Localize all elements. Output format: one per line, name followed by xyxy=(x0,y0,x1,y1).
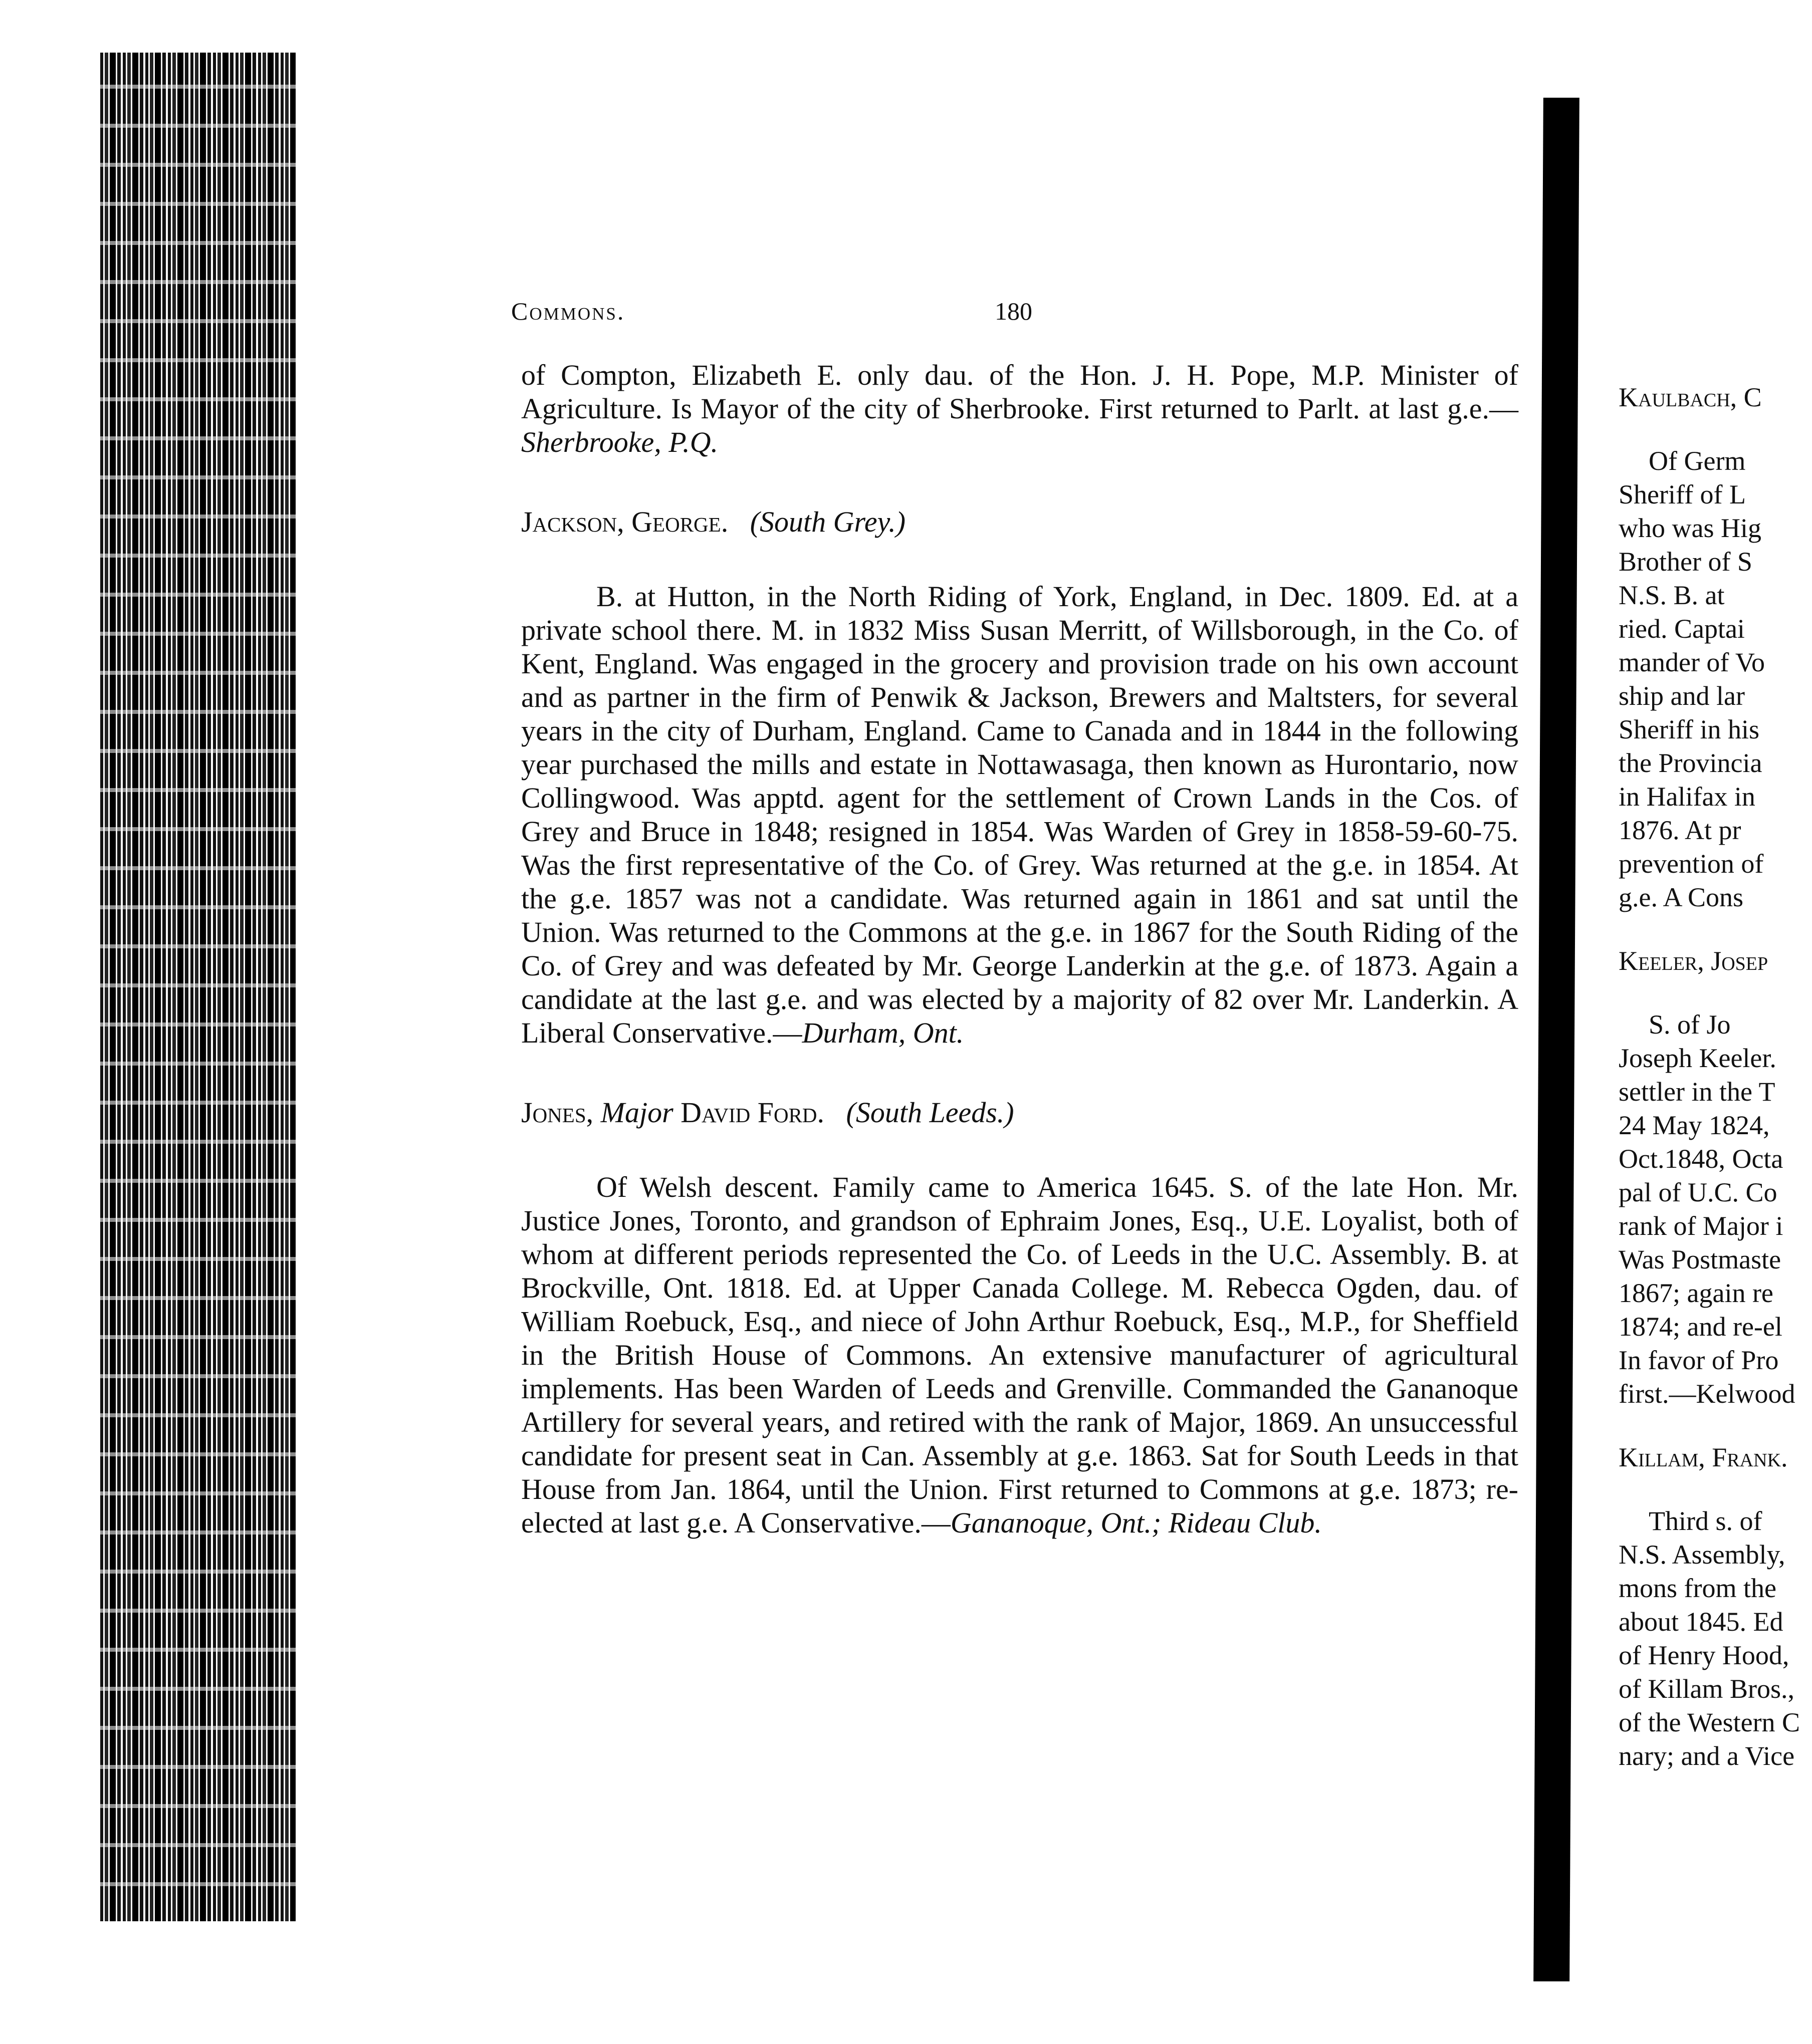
right-line: settler in the T xyxy=(1619,1077,1775,1107)
main-column xyxy=(521,358,1518,1540)
right-line: mander of Vo xyxy=(1619,647,1765,677)
right-line: Sheriff in his xyxy=(1619,714,1759,744)
running-header xyxy=(511,297,1513,327)
continued-entry-address: Sherbrooke, P.Q. xyxy=(521,426,719,458)
right-line: Joseph Keeler. xyxy=(1619,1043,1776,1073)
right-line: Of Germ xyxy=(1649,446,1746,476)
right-line xyxy=(1619,414,1812,444)
right-line: Keeler, Josep xyxy=(1619,946,1768,976)
right-line xyxy=(1619,914,1812,944)
right-line: g.e. A Cons xyxy=(1619,882,1744,912)
right-line: of the Western C xyxy=(1619,1707,1800,1737)
right-line xyxy=(1619,1411,1812,1441)
entry-body-jones xyxy=(521,1170,1518,1540)
right-line: 1876. At pr xyxy=(1619,815,1741,845)
right-line: N.S. Assembly, xyxy=(1619,1540,1785,1570)
right-line: S. of Jo xyxy=(1649,1009,1731,1040)
entry-body-jackson xyxy=(521,580,1518,1050)
right-line: Was Postmaste xyxy=(1619,1244,1781,1274)
right-line: Sheriff of L xyxy=(1619,479,1746,509)
right-line: ried. Captai xyxy=(1619,614,1745,644)
right-line: Killam, Frank. xyxy=(1619,1442,1788,1472)
right-line: of Henry Hood, xyxy=(1619,1640,1789,1670)
entry-text: B. at Hutton, in the North Riding of York, England, in Dec. 1809. Ed. at a private school there. M. in 1832 Miss Susan Merritt, of Willsborough, in the Co. of Kent, England. Was engaged in the grocery and provision trade on his own account and as partner in the firm of Penwik & Jackson, Brewers and Maltsters, for several years in the city of Durham, England. Came to Canada and in 1844 in the following year purchased the mills and estate in Nottawasaga, then known as Hurontario, now Collingwood. Was apptd. agent for the settlement of Crown Lands in the Cos. of Grey and Bruce in 1848; resigned in 1854. Was Warden of Grey in 1858-59-60-75. Was the first representative of the Co. of Grey. Was returned at the g.e. in 1854. At the g.e. 1857 was not a candidate. Was returned again in 1861 and sat until the Union. Was returned to the Commons at the g.e. in 1867 for the South Riding of the Co. of Grey and was defeated by Mr. George Landerkin at the g.e. of 1873. Again a candidate at the last g.e. and was elected by a majority of 82 over Mr. Landerkin. A Liberal Conservative.— xyxy=(521,580,1518,1049)
page-gutter-shadow xyxy=(1533,98,1579,1981)
right-line: In favor of Pro xyxy=(1619,1345,1779,1375)
right-line: Oct.1848, Octa xyxy=(1619,1144,1783,1174)
right-line: who was Hig xyxy=(1619,513,1761,543)
right-line: Third s. of xyxy=(1649,1506,1762,1536)
right-line: first.—Kelwood xyxy=(1619,1379,1795,1409)
page-number: 180 xyxy=(995,297,1032,325)
entry-address: Gananoque, Ont.; Rideau Club. xyxy=(950,1506,1322,1539)
right-line: nary; and a Vice xyxy=(1619,1741,1795,1771)
right-line: prevention of xyxy=(1619,849,1764,879)
right-line: pal of U.C. Co xyxy=(1619,1177,1777,1207)
right-line xyxy=(1619,978,1812,1008)
right-line: mons from the xyxy=(1619,1573,1776,1603)
right-line: Brother of S xyxy=(1619,547,1752,577)
section-title: Commons. xyxy=(511,297,625,325)
entry-heading-jackson xyxy=(521,505,1518,539)
entry-heading-jones xyxy=(521,1096,1518,1129)
member-name: Jones, xyxy=(521,1096,594,1129)
constituency: (South Leeds.) xyxy=(846,1096,1014,1129)
right-line: rank of Major i xyxy=(1619,1211,1783,1241)
right-line: of Killam Bros., xyxy=(1619,1674,1794,1704)
member-name-rest: David Ford. xyxy=(681,1096,825,1129)
right-line: ship and lar xyxy=(1619,681,1745,711)
continued-entry-text: of Compton, Elizabeth E. only dau. of the Hon. J. H. Pope, M.P. Minister of Agriculture. Is Mayor of the city of Sherbrooke. First returned to Parlt. at last g.e.— xyxy=(521,359,1518,425)
right-line: about 1845. Ed xyxy=(1619,1607,1783,1637)
right-line xyxy=(1619,1474,1812,1504)
entry-address: Durham, Ont. xyxy=(802,1016,964,1049)
member-title: Major xyxy=(600,1096,673,1129)
right-line: Kaulbach, C xyxy=(1619,382,1762,412)
facing-page-fragment xyxy=(1619,381,1812,1884)
member-name: Jackson, George. xyxy=(521,505,729,538)
right-line: N.S. B. at xyxy=(1619,580,1725,610)
right-line: 1874; and re-el xyxy=(1619,1312,1782,1342)
continued-entry xyxy=(521,358,1518,459)
entry-text: Of Welsh descent. Family came to America 1645. S. of the late Hon. Mr. Justice Jones, Toronto, and grandson of Ephraim Jones, Esq., U.E. Loyalist, both of whom at different periods represented the Co. of Leeds in the U.C. Assembly. B. at Brockville, Ont. 1818. Ed. at Upper Canada College. M. Rebecca Ogden, dau. of William Roebuck, Esq., and niece of John Arthur Roebuck, Esq., M.P., for Sheffield in the British House of Commons. An extensive manufacturer of agricultural implements. Has been Warden of Leeds and Grenville. Commanded the Gananoque Artillery for several years, and retired with the rank of Major, 1869. An unsuccessful candidate for present seat in Can. Assembly at g.e. 1863. Sat for South Leeds in that House from Jan. 1864, until the Union. First returned to Commons at g.e. 1873; re-elected at last g.e. A Conservative.— xyxy=(521,1171,1518,1539)
right-line: in Halifax in xyxy=(1619,782,1755,812)
constituency: (South Grey.) xyxy=(750,505,906,538)
book-spine-scan-edge xyxy=(100,53,296,1921)
right-line: 1867; again re xyxy=(1619,1278,1773,1308)
right-line: the Provincia xyxy=(1619,748,1762,778)
right-line: 24 May 1824, xyxy=(1619,1110,1770,1140)
